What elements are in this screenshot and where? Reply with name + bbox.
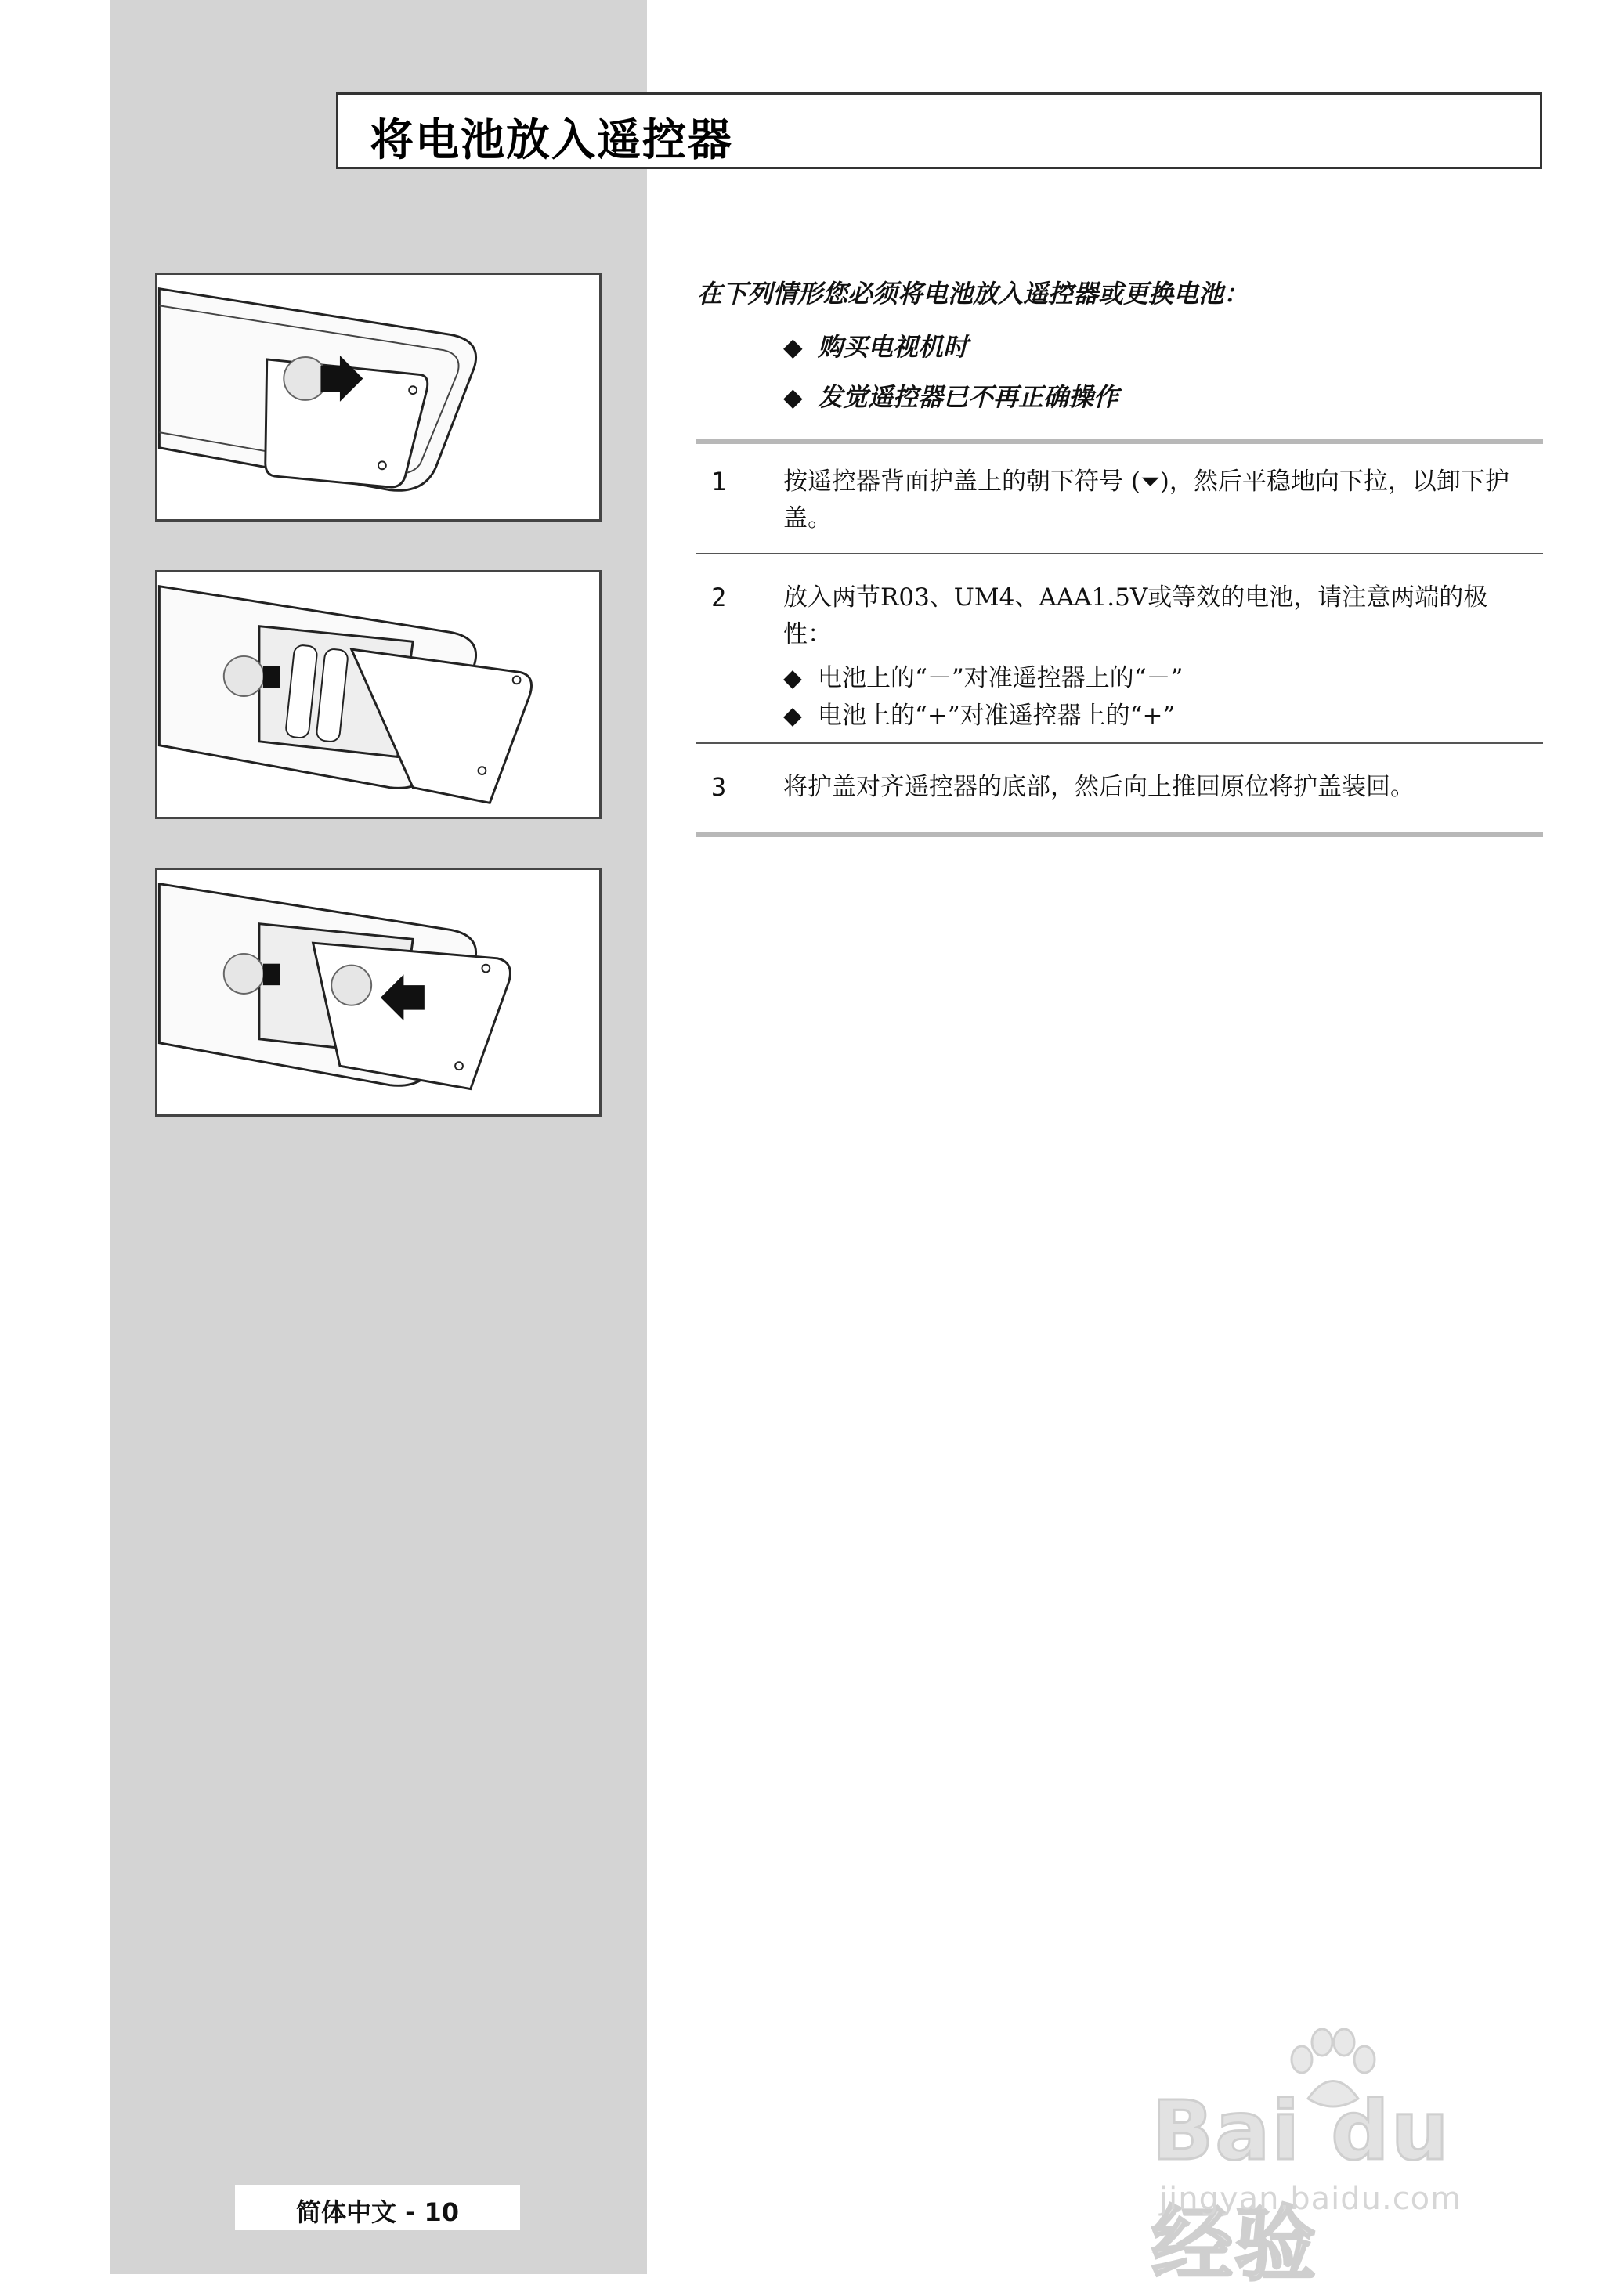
divider [696, 553, 1543, 554]
title-box [336, 92, 1542, 169]
step-number: 3 [711, 772, 727, 802]
step-text: 放入两节R03、UM4、AAA1.5V或等效的电池，请注意两端的极性： [783, 583, 1488, 648]
diamond-bullet-icon: ◆ [783, 332, 803, 362]
remote-illustration-2 [157, 572, 599, 817]
watermark-url: jingyan.baidu.com [1159, 2181, 1462, 2217]
intro-heading: 在下列情形您必须将电池放入遥控器或更换电池： [697, 279, 1249, 309]
step-bullet-item: ◆ 电池上的“－”对准遥控器上的“－” [783, 664, 1184, 692]
divider [696, 742, 1543, 744]
diamond-bullet-icon: ◆ [783, 382, 803, 412]
figure-insert-batteries [155, 570, 602, 819]
page-number: 简体中文 - 10 [295, 2197, 460, 2227]
step-number: 1 [711, 467, 727, 496]
intro-bullet-item: ◆ 发觉遥控器已不再正确操作 [783, 382, 1119, 412]
baidu-watermark [1151, 2028, 1527, 2292]
divider-thick [696, 439, 1543, 444]
diamond-bullet-icon: ◆ [783, 664, 802, 692]
footer-box [235, 2185, 520, 2230]
intro-bullet-item: ◆ 购买电视机时 [783, 332, 969, 362]
step-text: 按遥控器背面护盖上的朝下符号 (⏷)，然后平稳地向下拉，以卸下护盖。 [783, 468, 1509, 532]
figure-remove-cover [155, 273, 602, 522]
divider-thick [696, 832, 1543, 837]
step-bullet-item: ◆ 电池上的“+”对准遥控器上的“+” [783, 702, 1176, 730]
diamond-bullet-icon: ◆ [783, 702, 802, 730]
remote-illustration-1 [157, 275, 599, 519]
figure-replace-cover [155, 868, 602, 1117]
page-title: 将电池放入遥控器 [370, 115, 733, 166]
step-text: 将护盖对齐遥控器的底部，然后向上推回原位将护盖装回。 [783, 773, 1415, 801]
step-number: 2 [711, 583, 727, 612]
watermark-logo-text: Bai du 经验 [1151, 2083, 1451, 2292]
remote-illustration-3 [157, 870, 599, 1114]
